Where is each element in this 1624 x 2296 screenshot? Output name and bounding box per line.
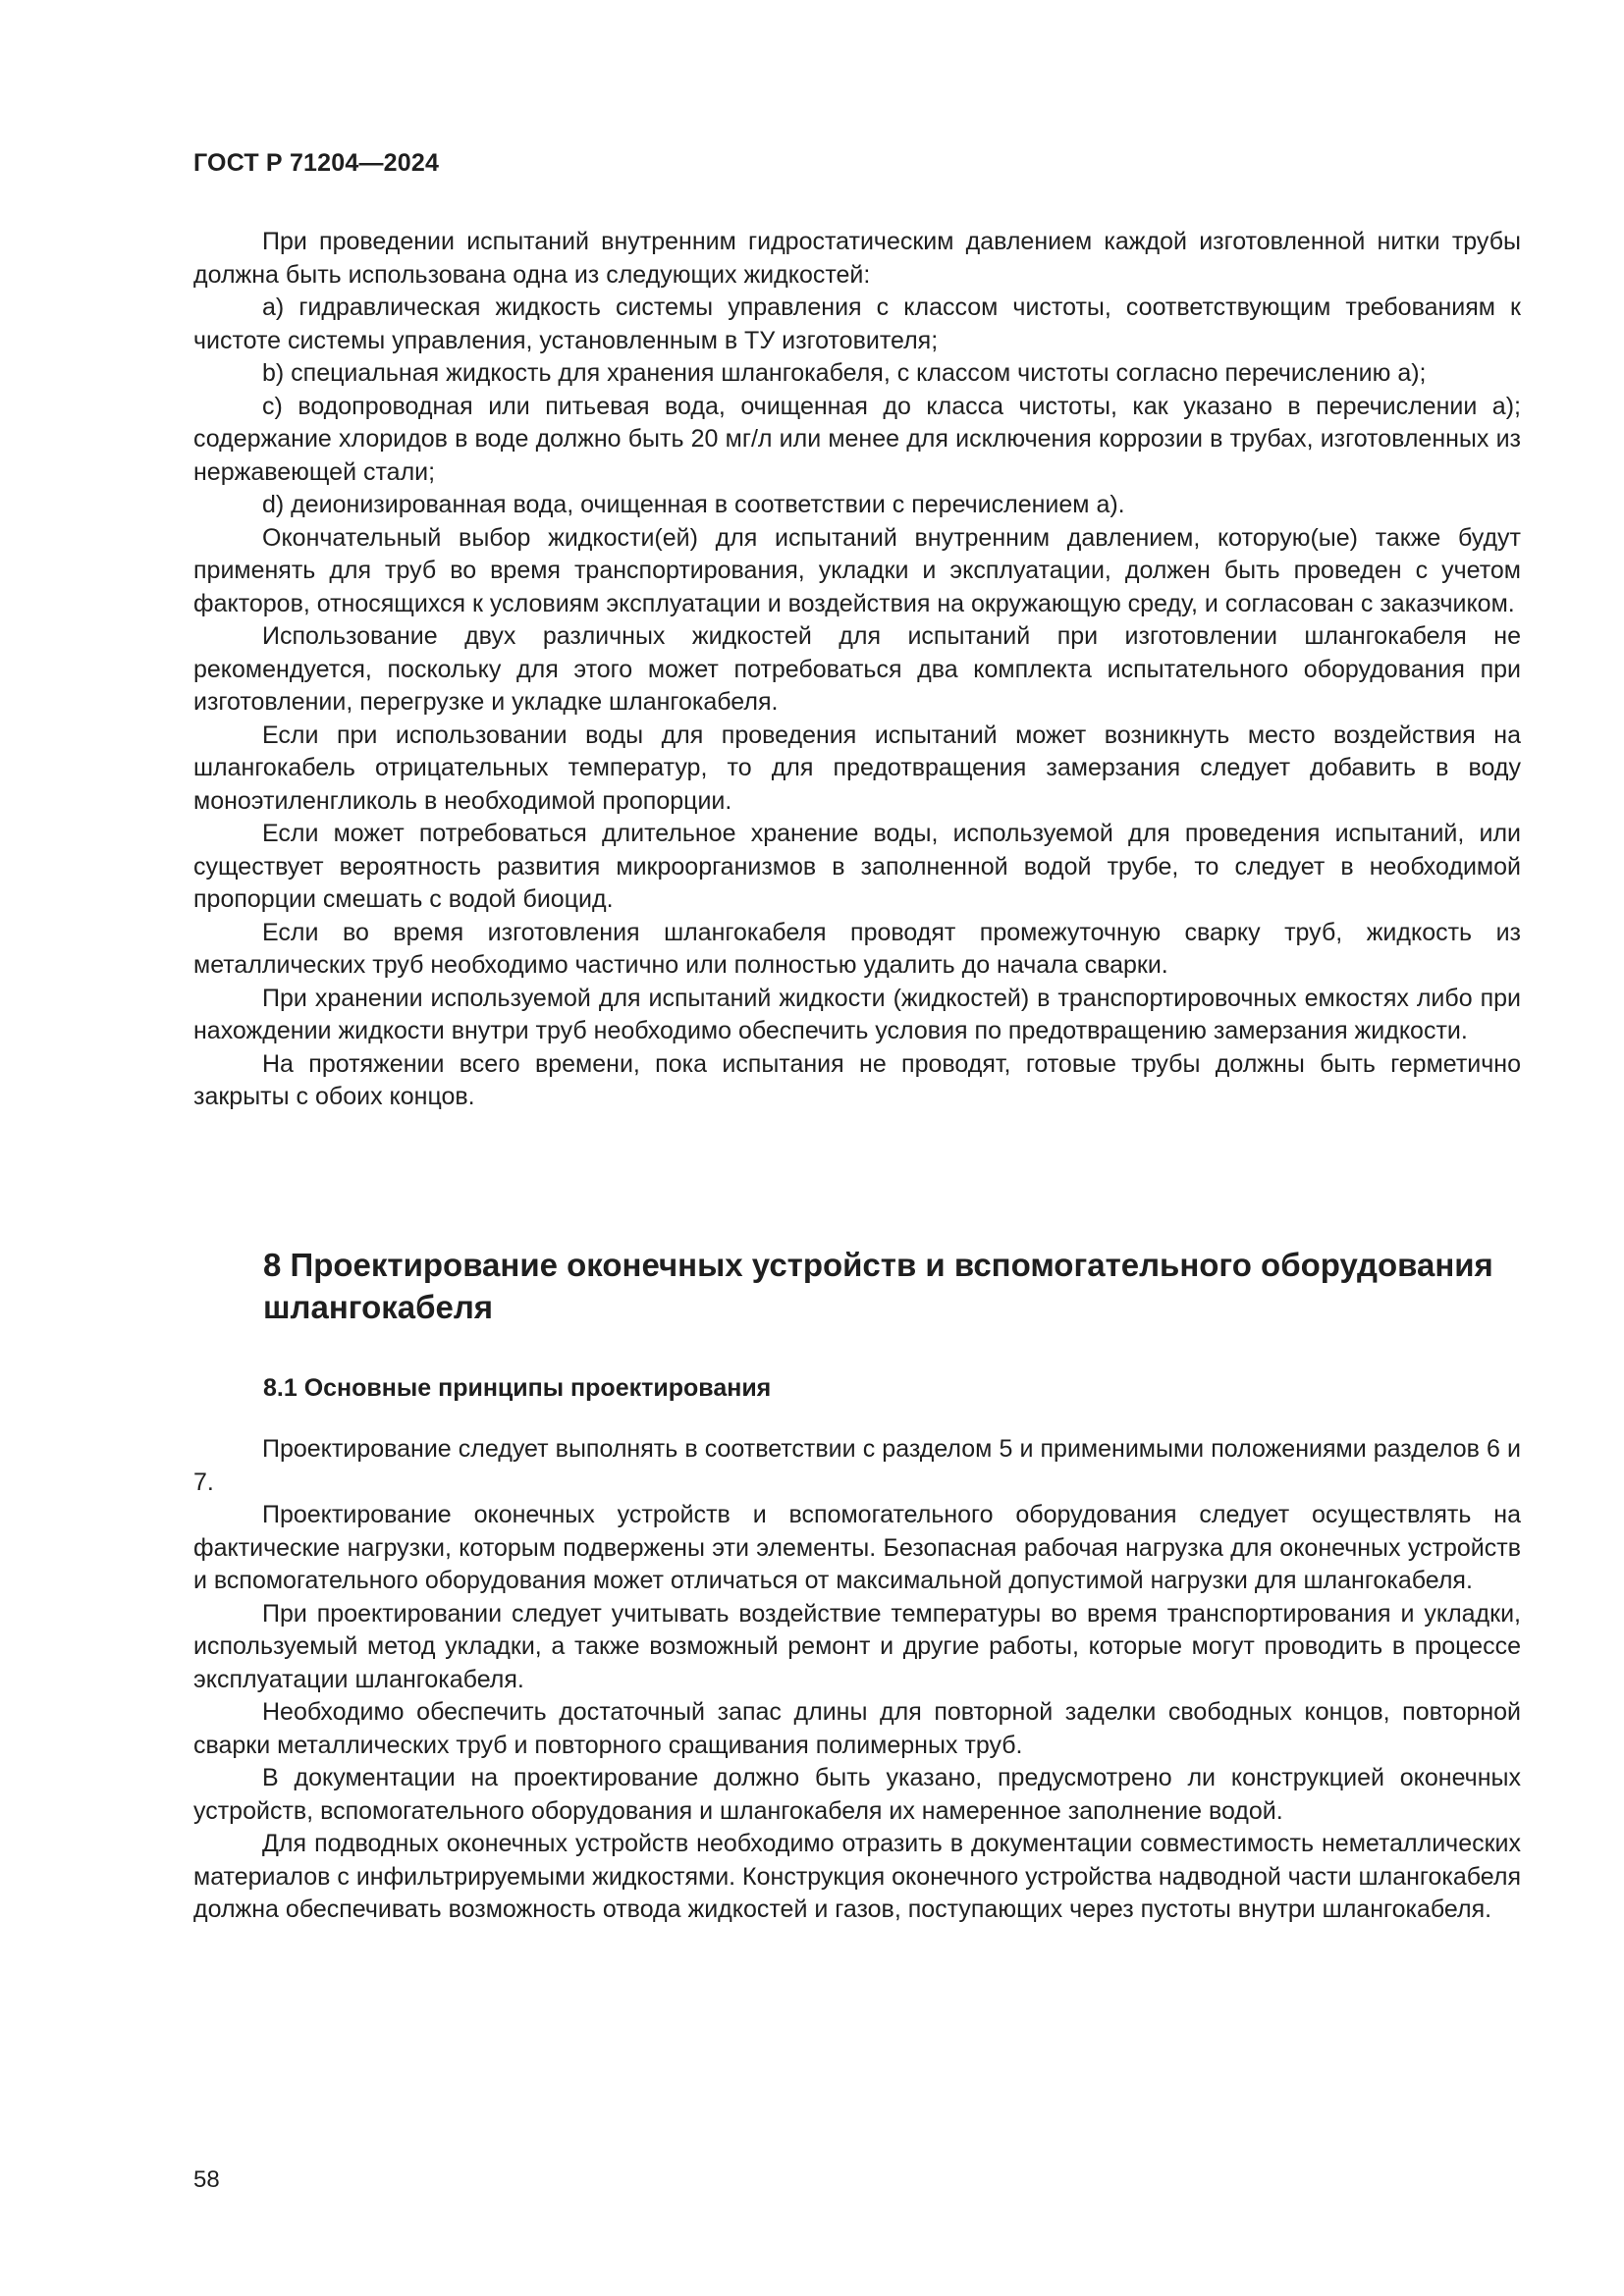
- section-heading: 8 Проектирование оконечных устройств и вспомогательного оборудования шлангокабеля: [263, 1247, 1493, 1325]
- document-header: ГОСТ Р 71204—2024: [193, 149, 440, 177]
- body-text-top: [193, 226, 1521, 1114]
- paragraph: При хранении используемой для испытаний жидкости (жидкостей) в транспортировочных емкостях либо при нахождении жидкости внутри труб необходимо обеспечить условия по предотвращению замерзания жидкости.: [193, 984, 1521, 1044]
- paragraph: Если может потребоваться длительное хранение воды, используемой для проведения испытаний, или существует вероятность развития микроорганизмов в заполненной водой трубе, то следует в необходимой пропорции смешать с водой биоцид.: [193, 820, 1521, 913]
- paragraph: Проектирование оконечных устройств и вспомогательного оборудования следует осуществлять на фактические нагрузки, которым подвержены эти элементы. Безопасная рабочая нагрузка для оконечных устройств и вспомогательного оборудования может отличаться от максимальной допустимой нагрузки для шлангокабеля.: [193, 1501, 1521, 1594]
- list-item: c) водопроводная или питьевая вода, очищенная до класса чистоты, как указано в перечислении a); содержание хлоридов в воде должно быть 20 мг/л или менее для исключения коррозии в трубах, изготовленных из нержавеющей стали;: [193, 392, 1521, 486]
- paragraph: На протяжении всего времени, пока испытания не проводят, готовые трубы должны быть герметично закрыты с обоих концов.: [193, 1049, 1521, 1110]
- list-item: b) специальная жидкость для хранения шлангокабеля, с классом чистоты согласно перечислению a);: [262, 359, 1427, 387]
- paragraph: Использование двух различных жидкостей для испытаний при изготовлении шлангокабеля не рекомендуется, поскольку для этого может потребоваться два комплекта испытательного оборудования при изготовлении, перегрузке и укладке шлангокабеля.: [193, 622, 1521, 716]
- paragraph: В документации на проектирование должно быть указано, предусмотрено ли конструкцией оконечных устройств, вспомогательного оборудования и шлангокабеля их намеренное заполнение водой.: [193, 1764, 1521, 1825]
- list-item: d) деионизированная вода, очищенная в соответствии с перечислением a).: [262, 491, 1125, 518]
- paragraph: Необходимо обеспечить достаточный запас длины для повторной заделки свободных концов, повторной сварки металлических труб и повторного сращивания полимерных труб.: [193, 1698, 1521, 1759]
- paragraph: Проектирование следует выполнять в соответствии с разделом 5 и применимыми положениями разделов 6 и 7.: [193, 1435, 1521, 1496]
- subsection-heading: 8.1 Основные принципы проектирования: [263, 1374, 772, 1402]
- body-text-bottom: [193, 1433, 1521, 1927]
- paragraph: При проектировании следует учитывать воздействие температуры во время транспортирования и укладки, используемый метод укладки, а также возможный ремонт и другие работы, которые могут проводить в процессе эксплуатации шлангокабеля.: [193, 1599, 1521, 1693]
- paragraph: Если во время изготовления шлангокабеля проводят промежуточную сварку труб, жидкость из металлических труб необходимо частично или полностью удалить до начала сварки.: [193, 918, 1521, 979]
- paragraph: Окончательный выбор жидкости(ей) для испытаний внутренним давлением, которую(ые) также будут применять для труб во время транспортирования, укладки и эксплуатации, должен быть проведен с учетом факторов, относящихся к условиям эксплуатации и воздействия на окружающую среду, и согласован с заказчиком.: [193, 523, 1521, 617]
- paragraph: Для подводных оконечных устройств необходимо отразить в документации совместимость неметаллических материалов с инфильтрируемыми жидкостями. Конструкция оконечного устройства надводной части шлангокабеля должна обеспечивать возможность отвода жидкостей и газов, поступающих через пустоты внутри шлангокабеля.: [193, 1830, 1522, 1923]
- paragraph: При проведении испытаний внутренним гидростатическим давлением каждой изготовленной нитки трубы должна быть использована одна из следующих жидкостей:: [193, 228, 1521, 289]
- list-item: a) гидравлическая жидкость системы управления с классом чистоты, соответствующим требованиям к чистоте системы управления, установленным в ТУ изготовителя;: [193, 294, 1521, 354]
- paragraph: Если при использовании воды для проведения испытаний может возникнуть место воздействия на шлангокабель отрицательных температур, то для предотвращения замерзания следует добавить в воду моноэтиленгликоль в необходимой пропорции.: [193, 721, 1521, 815]
- page-number: 58: [193, 2166, 220, 2193]
